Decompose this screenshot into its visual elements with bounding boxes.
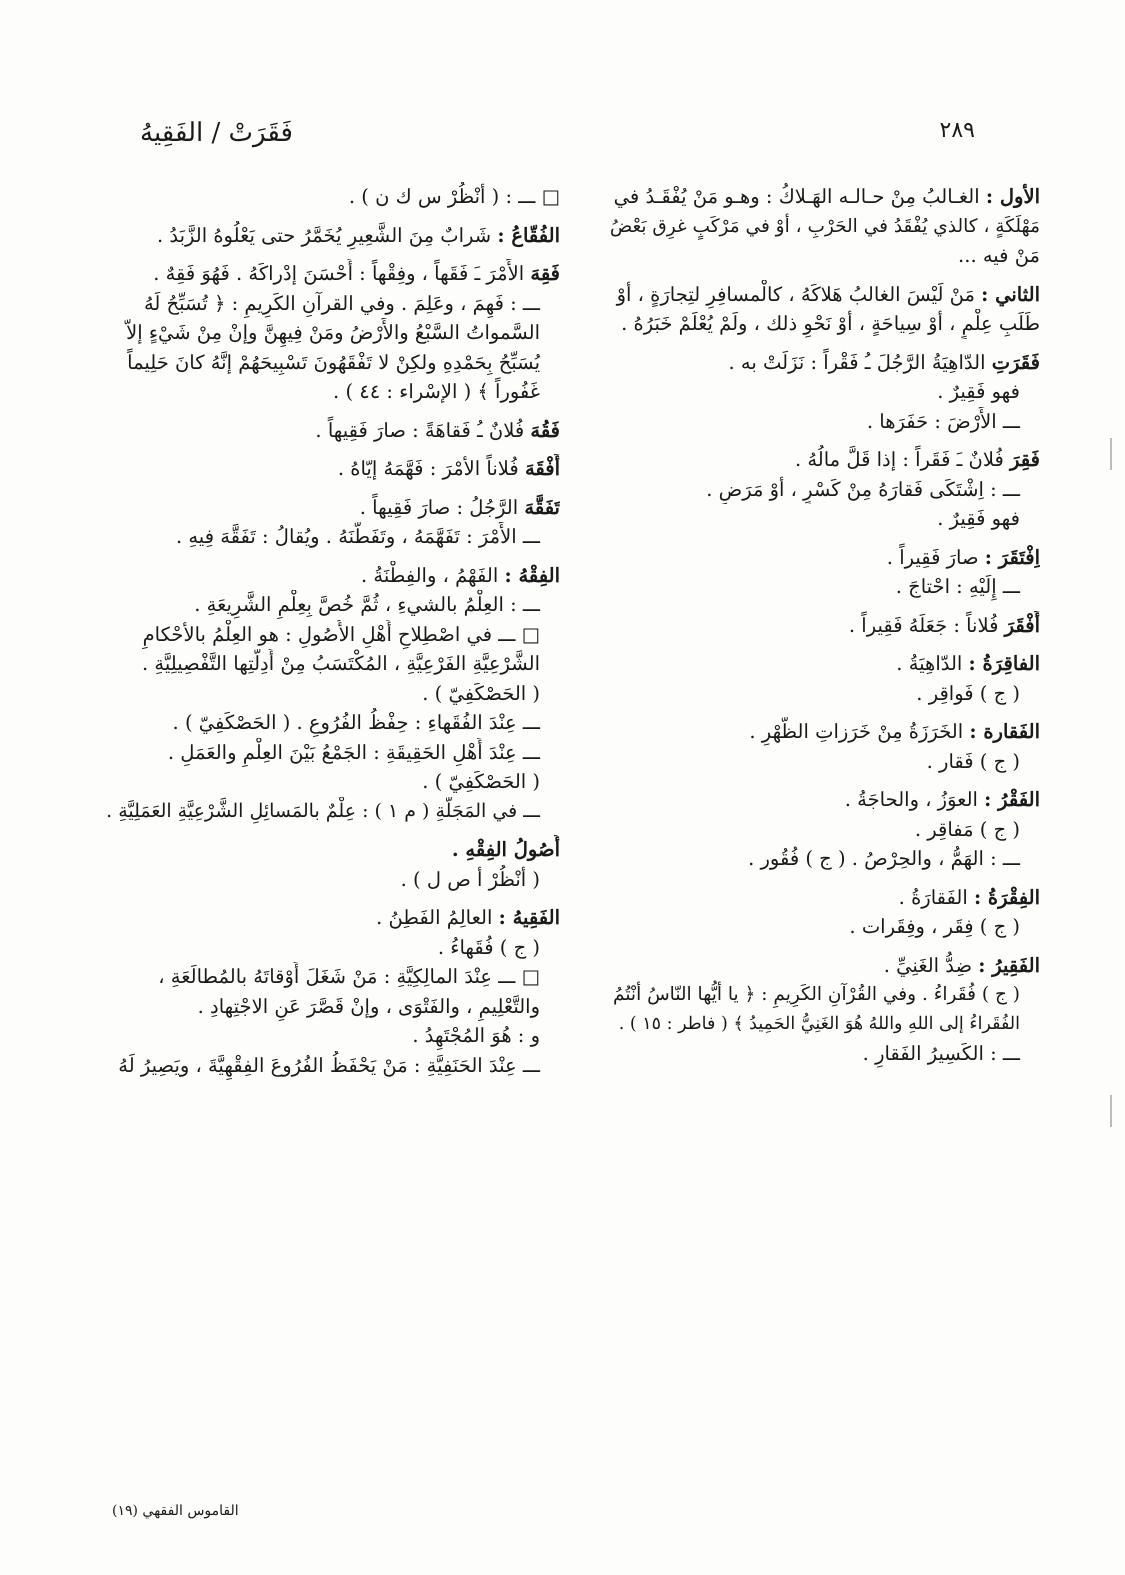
sub-definition: ـــ إِلَيْهِ : احْتاجَ . xyxy=(895,575,1020,598)
sub-definition: ( ج ) فِقَر ، وفِقَرات . xyxy=(849,915,1020,938)
sub-definition: ( الحَصْكَفِيّ ) . xyxy=(422,770,540,793)
headword: فَقِهَ xyxy=(530,262,560,285)
headword: الأول : xyxy=(985,185,1040,208)
right-column xyxy=(610,182,1040,1078)
headword: فَقَرَتِ xyxy=(991,350,1040,374)
definition-text: العالِمُ الفَطِنُ . xyxy=(376,906,493,929)
sub-definition: □ ـــ عِنْدَ المالِكِيَّةِ : مَنْ شَغَلَ أَوْقاتَهُ بالمُطالَعَةِ ، xyxy=(158,965,540,988)
headword: الفَقِيهُ : xyxy=(498,906,560,929)
sub-definition: ـــ : الكَسِيرُ الفَقارِ . xyxy=(862,1042,1020,1065)
headword: الثاني : xyxy=(981,282,1040,306)
left-column xyxy=(100,182,560,1089)
entry-first-line xyxy=(610,280,1040,310)
dictionary-entry xyxy=(100,493,560,552)
definition-text: □ ـــ : ( أنْظُرْ س ك ن ) . xyxy=(348,185,560,208)
entry-first-line xyxy=(610,611,1040,641)
dictionary-entry xyxy=(610,649,1040,708)
sub-definition: ـــ في المَجَلَّةِ ( م ١ ) : عِلْمٌ بالمَسائِلِ الشَّرْعِيَّةِ العَمَلِيَّةِ . xyxy=(106,799,540,822)
definition-text: الرَّجُلُ : صارَ فَقِيهاً . xyxy=(359,495,519,519)
dictionary-entry xyxy=(100,454,560,484)
sub-definition: ـــ : العِلْمُ بالشيءِ ، ثُمَّ خُصَّ بِعِلْمِ الشَّرِيعَةِ . xyxy=(194,593,540,616)
dictionary-entry xyxy=(100,259,560,407)
sub-definition: ـــ الأَرْضَ : حَفَرَها . xyxy=(866,409,1020,433)
sub-definition: السَّمواتُ السَّبْعُ والأَرْضُ ومَنْ فِيهِنَّ وإنْ مِنْ شَيْءٍ إلاّ xyxy=(126,321,540,344)
definition-text: العوَزُ ، والحاجَةُ . xyxy=(844,788,978,811)
dictionary-entry xyxy=(100,221,560,251)
sub-definition: فهو فَقِيرٌ . xyxy=(937,507,1020,530)
entry-first-line xyxy=(610,883,1040,913)
headword: اِفْتَقَرَ : xyxy=(984,545,1040,569)
dictionary-entry xyxy=(610,717,1040,776)
entry-first-line xyxy=(100,454,560,484)
running-title: فَقَرَتْ / الفَقِيهُ xyxy=(140,118,293,148)
margin-mark xyxy=(1110,1095,1112,1127)
dictionary-entry xyxy=(610,280,1040,339)
headword: الفِقْهُ : xyxy=(504,563,560,587)
page-number: ٢٨٩ xyxy=(939,118,975,143)
headword: أَفْقَرَ xyxy=(1004,613,1040,637)
sub-definition: غَفُوراً ﴾ ( الإسْراء : ٤٤ ) . xyxy=(333,380,540,403)
definition-text: الدّاهِيَةُ . xyxy=(896,652,963,675)
headword: فَقِرَ xyxy=(1010,448,1040,471)
dictionary-entry xyxy=(100,835,560,894)
sub-definition: ( ج ) فَواقِر . xyxy=(916,681,1020,705)
definition-text: الدّاهِيَةُ الرَّجُلَ ـُ فَقْراً : نَزَلَتْ به . xyxy=(728,350,986,374)
entry-first-line xyxy=(610,543,1040,573)
entry-first-line xyxy=(100,835,560,865)
dictionary-entry xyxy=(100,903,560,1080)
definition-text: شَرابٌ مِنَ الشَّعِيرِ يُخَمَّرُ حتى يَعْلُوهُ الزَّبَدُ . xyxy=(156,223,492,247)
definition-text: فُلانٌ ـُ فَقاهَةً : صارَ فَقِيهاً . xyxy=(315,418,525,442)
dictionary-entry xyxy=(100,416,560,446)
dictionary-entry xyxy=(610,543,1040,602)
sub-definition: ـــ : اِشْتَكَى فَقارَهُ مِنْ كَسْرٍ ، أوْ مَرَضٍ . xyxy=(706,477,1020,501)
sub-definition: ( الحَصْكَفِيّ ) . xyxy=(422,681,540,705)
definition-text: الأَمْرَ ـَ فَقَهاً ، وفِقْهاً : أَحْسَنَ إدْراكَهُ . فَهُوَ فَقِهٌ . xyxy=(153,262,525,285)
dictionary-entry xyxy=(610,445,1040,534)
entry-first-line xyxy=(100,182,560,212)
dictionary-entry xyxy=(100,182,560,212)
definition-text: الفَهْمُ ، والفِطْنَةُ . xyxy=(361,563,499,587)
sub-definition: يُسَبِّحُ بِحَمْدِهِ ولكِنْ لا تَفْقَهُونَ تَسْبِيحَهُمْ إنَّهُ كانَ حَلِيماً xyxy=(127,350,540,374)
entry-first-line xyxy=(610,785,1040,815)
entry-first-line xyxy=(100,416,560,446)
headword: الفاقِرَةُ : xyxy=(968,652,1040,675)
entry-first-line xyxy=(610,649,1040,679)
definition-line: مَهْلَكَةٍ ، كالذي يُفْقَدُ في الحَرْبِ ، أوْ في مَرْكَبٍ غرِق بَعْضُ xyxy=(610,215,1040,237)
sub-definition: ( أنْظُرْ أ ص ل ) . xyxy=(400,867,540,891)
definition-text: ضِدُّ الغَنِيِّ . xyxy=(883,953,973,977)
dictionary-entry xyxy=(610,348,1040,437)
entry-first-line xyxy=(100,493,560,523)
headword: الفَقِيرُ : xyxy=(978,953,1040,977)
entry-first-line xyxy=(610,182,1040,212)
margin-mark xyxy=(1110,438,1112,470)
sub-definition: ـــ عِنْدَ الفُقَهاءِ : حِفْظُ الفُرُوعِ . ( الحَصْكَفِيّ ) . xyxy=(172,711,540,734)
definition-text: الخَرَزَةُ مِنْ خَرَزاتِ الظَّهْرِ . xyxy=(749,720,964,743)
definition-text: صارَ فَقِيراً . xyxy=(886,545,979,569)
sub-definition: ـــ عِنْدَ أَهْلِ الحَقِيقَةِ : الجَمْعُ بَيْنَ العِلْمِ والعَمَلِ . xyxy=(167,740,540,764)
dictionary-entry xyxy=(100,561,560,827)
headword: تَفَقَّهَ xyxy=(524,495,560,519)
sub-definition: ( ج ) مَفاقِر . xyxy=(914,817,1020,841)
definition-text: فُلاناً الأمْرَ : فَهَّمَهُ إيّاهُ . xyxy=(337,457,519,480)
dictionary-entry xyxy=(610,951,1040,1069)
headword: أَفْقَهَ xyxy=(524,457,560,480)
headword: الفِقْرَةُ : xyxy=(973,885,1040,909)
entry-first-line xyxy=(610,445,1040,475)
dictionary-entry xyxy=(610,611,1040,641)
sub-definition: والتَّعْلِيمِ ، والفَتْوَى ، وإنْ قَصَّرَ عَنِ الاجْتِهادِ . xyxy=(197,994,540,1018)
sub-definition: ـــ الأَمْرَ : تَفَهَّمَهُ ، وتَفَطَّنَهُ . ويُقالُ : تَفَقَّهَ فِيهِ . xyxy=(175,525,540,548)
entry-first-line xyxy=(610,717,1040,747)
definition-text: مَنْ لَيْسَ الغالبُ هَلاكَهُ ، كالْمسافِرِ لتِجارَةٍ ، أوْ xyxy=(616,282,975,306)
dictionary-entry xyxy=(610,182,1040,271)
sub-definition: الشَّرْعِيَّةِ الفَرْعِيَّةِ ، المُكْتَسَبُ مِنْ أَدِلَّتِها التَّفْصِيلِيَّةِ . xyxy=(142,652,540,675)
headword: الفُقّاعُ : xyxy=(497,223,560,247)
headword: فَقُهَ xyxy=(530,418,560,442)
sub-definition: ـــ : الهَمُّ ، والحِرْصُ . ( ج ) فُقُور . xyxy=(748,847,1020,870)
sub-definition: فهو فَقِيرٌ . xyxy=(937,380,1020,403)
sub-definition: ـــ عِنْدَ الحَنَفِيَّةِ : مَنْ يَحْفَظُ الفُرُوعَ الفِقْهِيَّةَ ، ويَصِيرُ لَهُ xyxy=(118,1053,540,1077)
sub-definition: ( ج ) فُقَهاءُ . xyxy=(437,935,540,959)
definition-line: مَنْ فيه ... xyxy=(958,244,1040,267)
headword: الفَقارة : xyxy=(969,720,1040,743)
footer-note: القاموس الفقهي (١٩) xyxy=(112,1503,239,1519)
definition-text: فُلاناً : جَعَلَهُ فَقِيراً . xyxy=(848,613,999,637)
definition-text: فُلانٌ ـَ فَقَراً : إذا قَلَّ مالُهُ . xyxy=(794,448,1004,471)
entry-first-line xyxy=(610,951,1040,981)
dictionary-entry xyxy=(610,883,1040,942)
entry-first-line xyxy=(100,259,560,289)
entry-first-line xyxy=(610,348,1040,378)
definition-text: الغـالبُ مِنْ حـالـه الهَـلاكُ : وهـو مَنْ يُفْقَـدُ في xyxy=(613,185,980,208)
sub-definition: ( ج ) فَقار . xyxy=(926,749,1020,773)
definition-line: طَلَبِ عِلْمٍ ، أوْ سِياحَةٍ ، أوْ نَحْوِ ذلك ، ولَمْ يُعْلَمْ خَبَرُهُ . xyxy=(621,312,1040,335)
dictionary-entry xyxy=(610,785,1040,874)
headword: الفَقْرُ : xyxy=(984,788,1040,811)
entry-first-line xyxy=(100,561,560,591)
entry-first-line xyxy=(100,903,560,933)
entry-first-line xyxy=(100,221,560,251)
headword: أُصُولُ الفِقْهِ . xyxy=(451,838,560,861)
sub-definition: ـــ : فَهِمَ ، وعَلِمَ . وفي القرآنِ الكَرِيمِ : ﴿ تُسَبِّحُ لَهُ xyxy=(143,291,540,315)
sub-definition: و : هُوَ المُجْتَهِدُ . xyxy=(412,1024,540,1047)
sub-definition: □ ـــ في اصْطِلاحِ أَهْلِ الأُصُولِ : هو العِلْمُ بالأحْكامِ xyxy=(142,622,540,646)
definition-text: الفَقارَةُ . xyxy=(898,885,968,909)
sub-definition: ( ج ) فُقَراءُ . وفي القُرْآنِ الكَرِيمِ : ﴿ يا أيُّها النّاسُ أنْتُمُ xyxy=(613,984,1020,1005)
sub-definition: الفُقَراءُ إلى اللهِ واللهُ هُوَ الغَنِيُّ الحَمِيدُ ﴾ ( فاطر : ١٥ ) . xyxy=(618,1013,1020,1034)
